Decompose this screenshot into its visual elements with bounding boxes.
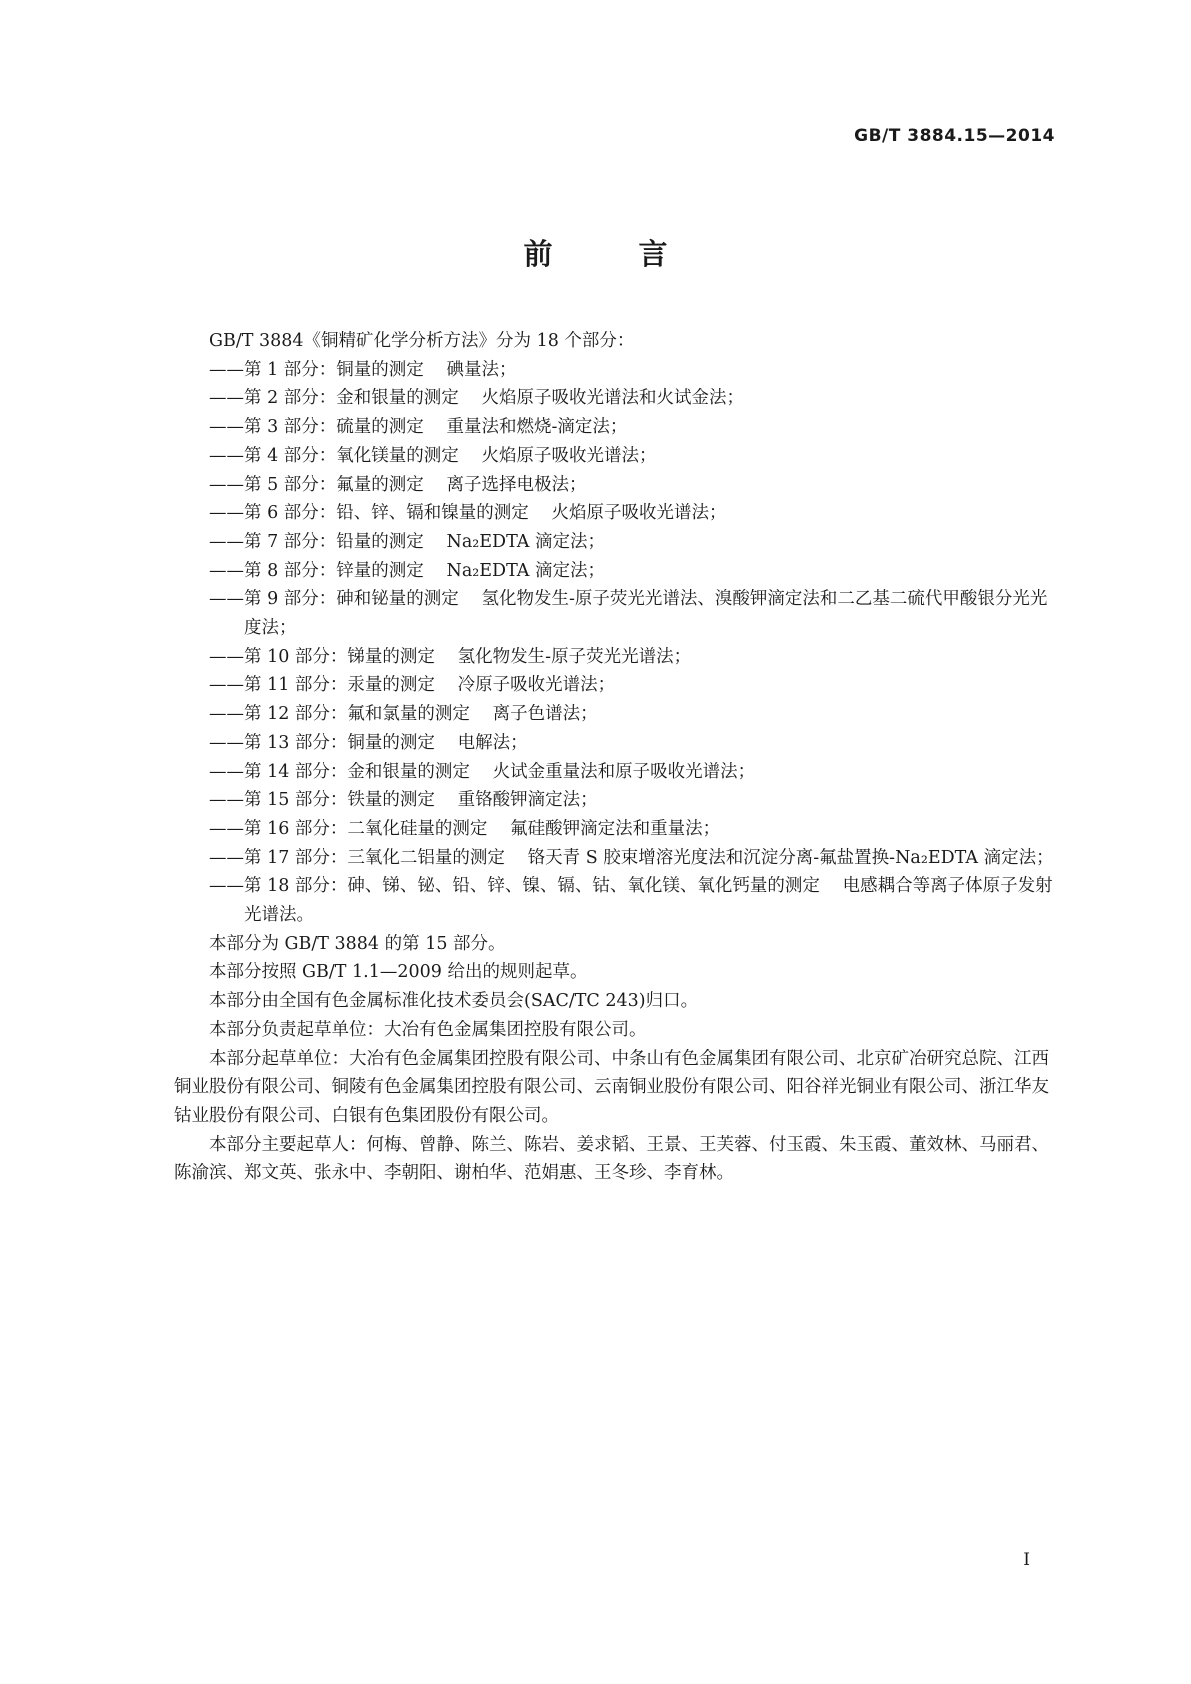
part-subject: 铜量的测定: [347, 732, 435, 753]
part-label: ——第 12 部分：: [209, 704, 348, 725]
part-label: ——第 16 部分：: [209, 818, 348, 839]
part-subject: 金和银量的测定: [336, 388, 459, 409]
list-item: [209, 729, 1054, 758]
statement-paragraph: 本部分为 GB/T 3884 的第 15 部分。: [209, 933, 506, 954]
part-method: 氟硅酸钾滴定法和重量法；: [510, 818, 721, 839]
list-item: [209, 815, 1054, 844]
list-item: [209, 528, 1054, 557]
statements: [174, 930, 1054, 1188]
part-method: 碘量法；: [446, 359, 517, 380]
part-label: ——第 6 部分：: [209, 503, 337, 524]
part-method: 离子色谱法；: [492, 704, 598, 725]
parts-list: [174, 356, 1054, 930]
part-subject: 铜量的测定: [336, 359, 424, 380]
part-method: 氢化物发生-原子荧光光谱法、溴酸钾滴定法和二乙基二硫代甲酸银分光光度法；: [244, 589, 1048, 639]
list-item: [209, 356, 1054, 385]
statement-paragraph: 本部分起草单位：大冶有色金属集团控股有限公司、中条山有色金属集团有限公司、北京矿冶研究总院、江西铜业股份有限公司、铜陵有色金属集团控股有限公司、云南铜业股份有限公司、阳谷祥光铜业有限公司、浙江华友钴业股份有限公司、白银有色集团股份有限公司。: [174, 1048, 1049, 1126]
part-subject: 氧化镁量的测定: [336, 445, 459, 466]
list-item: [209, 471, 1054, 500]
list-item: [209, 844, 1054, 873]
part-method: 火试金重量法和原子吸收光谱法；: [492, 761, 756, 782]
part-subject: 金和银量的测定: [347, 761, 470, 782]
part-method: 铬天青 S 胶束增溶光度法和沉淀分离-氟盐置换-Na₂EDTA 滴定法；: [527, 847, 1054, 868]
part-label: ——第 4 部分：: [209, 445, 337, 466]
part-method: 电感耦合等离子体原子发射光谱法。: [244, 876, 1053, 926]
part-label: ——第 13 部分：: [209, 732, 348, 753]
statement-paragraph: 本部分主要起草人：何梅、曾静、陈兰、陈岩、姜求韬、王景、王芙蓉、付玉霞、朱玉霞、董效林、马丽君、陈渝滨、郑文英、张永中、李朝阳、谢柏华、范娟惠、王冬珍、李育林。: [174, 1134, 1049, 1184]
part-method: 重量法和燃烧-滴定法；: [446, 417, 628, 438]
part-label: ——第 10 部分：: [209, 646, 348, 667]
page-number: I: [1023, 1550, 1030, 1570]
part-label: ——第 3 部分：: [209, 417, 337, 438]
part-subject: 汞量的测定: [347, 675, 435, 696]
part-label: ——第 11 部分：: [209, 675, 348, 696]
part-label: ——第 9 部分：: [209, 589, 337, 610]
list-item: [209, 384, 1054, 413]
list-item: [209, 643, 1054, 672]
part-subject: 锑量的测定: [347, 646, 435, 667]
list-item: [209, 872, 1054, 929]
standard-number: GB/T 3884.15—2014: [854, 126, 1055, 146]
intro-paragraph: GB/T 3884《铜精矿化学分析方法》分为 18 个部分：: [209, 331, 635, 351]
list-item: [209, 442, 1054, 471]
part-subject: 砷、锑、铋、铅、锌、镍、镉、钴、氧化镁、氧化钙量的测定: [347, 876, 820, 897]
part-method: Na₂EDTA 滴定法；: [446, 531, 605, 552]
part-label: ——第 15 部分：: [209, 790, 348, 811]
part-method: 电解法；: [457, 732, 528, 753]
part-method: 氢化物发生-原子荧光光谱法；: [457, 646, 692, 667]
list-item: [209, 585, 1054, 642]
list-item: [209, 700, 1054, 729]
part-label: ——第 8 部分：: [209, 560, 337, 581]
part-method: 离子选择电极法；: [446, 474, 587, 495]
page-title: 前 言: [523, 237, 706, 271]
part-subject: 铅量的测定: [336, 531, 424, 552]
part-subject: 三氧化二铝量的测定: [347, 847, 505, 868]
list-item: [209, 786, 1054, 815]
part-label: ——第 14 部分：: [209, 761, 348, 782]
list-item: [209, 499, 1054, 528]
statement-paragraph: 本部分由全国有色金属标准化技术委员会(SAC/TC 243)归口。: [209, 991, 699, 1012]
part-subject: 硫量的测定: [336, 417, 424, 438]
list-item: [209, 413, 1054, 442]
part-method: 重铬酸钾滴定法；: [457, 790, 598, 811]
part-subject: 氟量的测定: [336, 474, 424, 495]
list-item: [209, 557, 1054, 586]
part-label: ——第 2 部分：: [209, 388, 337, 409]
part-label: ——第 17 部分：: [209, 847, 348, 868]
foreword-body: [174, 327, 1054, 1188]
part-method: 火焰原子吸收光谱法和火试金法；: [481, 388, 745, 409]
statement-paragraph: 本部分按照 GB/T 1.1—2009 给出的规则起草。: [209, 962, 588, 983]
part-subject: 二氧化硅量的测定: [347, 818, 488, 839]
part-method: 火焰原子吸收光谱法；: [481, 445, 657, 466]
part-method: Na₂EDTA 滴定法；: [446, 560, 605, 581]
list-item: [209, 758, 1054, 787]
part-method: 火焰原子吸收光谱法；: [551, 503, 727, 524]
part-subject: 铁量的测定: [347, 790, 435, 811]
part-method: 冷原子吸收光谱法；: [457, 675, 616, 696]
list-item: [209, 671, 1054, 700]
part-subject: 锌量的测定: [336, 560, 424, 581]
part-subject: 铅、锌、镉和镍量的测定: [336, 503, 529, 524]
statement-paragraph: 本部分负责起草单位：大冶有色金属集团控股有限公司。: [209, 1019, 647, 1040]
part-label: ——第 1 部分：: [209, 359, 337, 380]
part-label: ——第 18 部分：: [209, 876, 348, 897]
part-label: ——第 7 部分：: [209, 531, 337, 552]
part-label: ——第 5 部分：: [209, 474, 337, 495]
part-subject: 氟和氯量的测定: [347, 704, 470, 725]
part-subject: 砷和铋量的测定: [336, 589, 459, 610]
